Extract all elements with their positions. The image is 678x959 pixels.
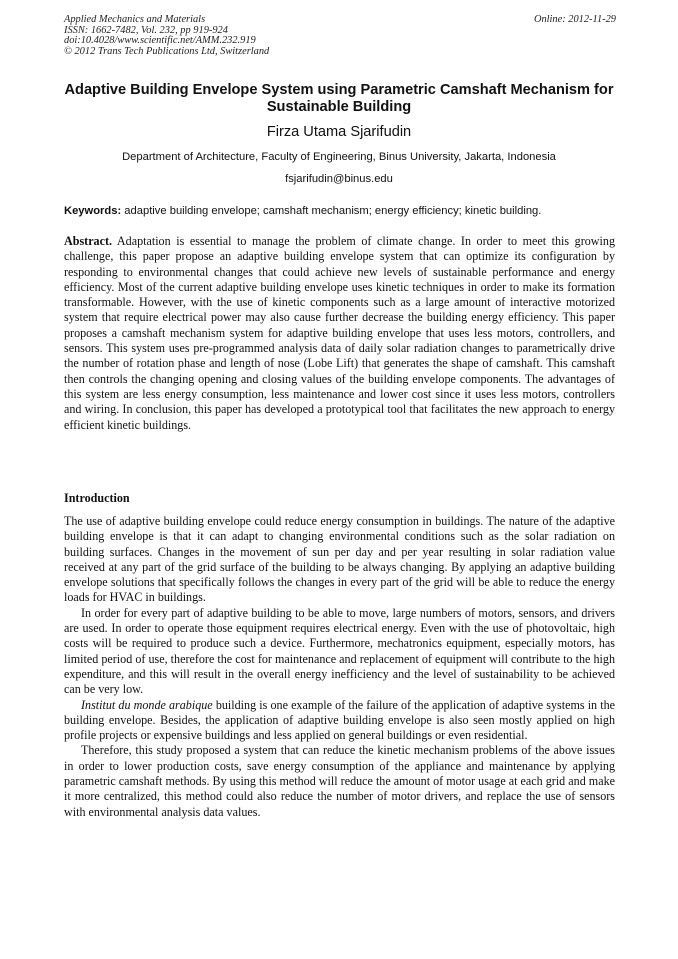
abstract [64, 234, 615, 433]
abstract-text: Adaptation is essential to manage the problem of climate change. In order to meet this growing challenge, this paper propose an adaptive building envelope system that can optimize its configuration by responding to environmental changes that could achieve new levels of sustainable performance and energy efficiency. Most of the current adaptive building envelope uses kinetic techniques in order to make its formation transformable. However, with the use of kinetic components such as a large amount of interactive motorized system that require electrical power may also cause further decrease the building energy efficiency. This paper proposes a camshaft mechanism system for adaptive building envelope that uses less motors, controllers, and sensors. This system uses pre-programmed analysis data of daily solar radiation changes to parametrically drive the number of rotation phase and length of nose (Lobe Lift) that generates the shape of camshaft. This camshaft then controls the changing opening and closing values of the building envelope components. The advantages of this system are less energy consumption, less maintenance and lower cost since it uses less motors, controllers and wiring. In conclusion, this paper has developed a prototypical tool that facilitates the new approach to energy efficient kinetic buildings. [64, 234, 615, 432]
section-heading-introduction: Introduction [64, 491, 130, 505]
keywords [64, 204, 616, 218]
author-affiliation: Department of Architecture, Faculty of Engineering, Binus University, Jakarta, Indonesia [122, 151, 556, 163]
intro-paragraph-2: In order for every part of adaptive building to be able to move, large numbers of motors, sensors, and drivers are used. In order to operate those equipment requires electrical energy. Even with the use of photovoltaic, high costs will be required to produce such a device. Furthermore, mechatronics equipment, especially motors, has limited period of use, therefore the cost for maintenance and replacement of equipment will contribute to the high expenditure, and this will result in the overall energy inefficiency and the level of sustainability to be achieved can be very low. [64, 605, 615, 697]
intro-paragraph-4: Therefore, this study proposed a system that can reduce the kinetic mechanism problems of the above issues in order to lower production costs, save energy consumption of the appliance and maintenance by applying parametric camshaft methods. By using this method will reduce the amount of motor usage at each grid and make it more centralized, this method could also reduce the number of motor drivers, and replace the use of sensors with environmental analysis data values. [64, 743, 615, 819]
keywords-label: Keywords: [64, 205, 122, 217]
intro-building-name: Institut du monde arabique [81, 697, 213, 712]
online-date: Online: 2012-11-29 [533, 14, 616, 25]
paper-title: Adaptive Building Envelope System using Parametric Camshaft Mechanism for Sustainable Building [64, 82, 614, 115]
intro-paragraph-3-text: building is one example of the failure of the application of adaptive systems in the building envelope. Besides, the application of adaptive building envelope is also seen mostly applied on high profile projects or expensive buildings and less applied on general buildings or even residential. [64, 697, 616, 743]
copyright-line: © 2012 Trans Tech Publications Ltd, Switzerland [64, 45, 270, 57]
doi-line: doi:10.4028/www.scientific.net/AMM.232.919 [64, 35, 256, 47]
abstract-label: Abstract. [64, 234, 113, 248]
author-email: fsjarifudin@binus.edu [285, 173, 393, 185]
intro-paragraph-3 [64, 698, 615, 744]
introduction-body [64, 514, 615, 820]
author-name: Firza Utama Sjarifudin [266, 124, 412, 140]
journal-header [64, 15, 269, 57]
intro-paragraph-1: The use of adaptive building envelope could reduce energy consumption in buildings. The nature of the adaptive building envelope is that it can adapt to changing environmental conditions such as the solar radiation on building surfaces. Changes in the movement of sun per day and per year resulting in solar radiation value received at any part of the grid surface of the building to be always changing. By applying an adaptive building envelope solutions that specifically follows the changes in every part of the grid will be able to reduce the energy loads for HVAC in buildings. [64, 514, 615, 605]
issn-line: ISSN: 1662-7482, Vol. 232, pp 919-924 [64, 24, 228, 36]
keywords-text: adaptive building envelope; camshaft mechanism; energy efficiency; kinetic building. [121, 205, 542, 217]
journal-name: Applied Mechanics and Materials [64, 14, 206, 25]
